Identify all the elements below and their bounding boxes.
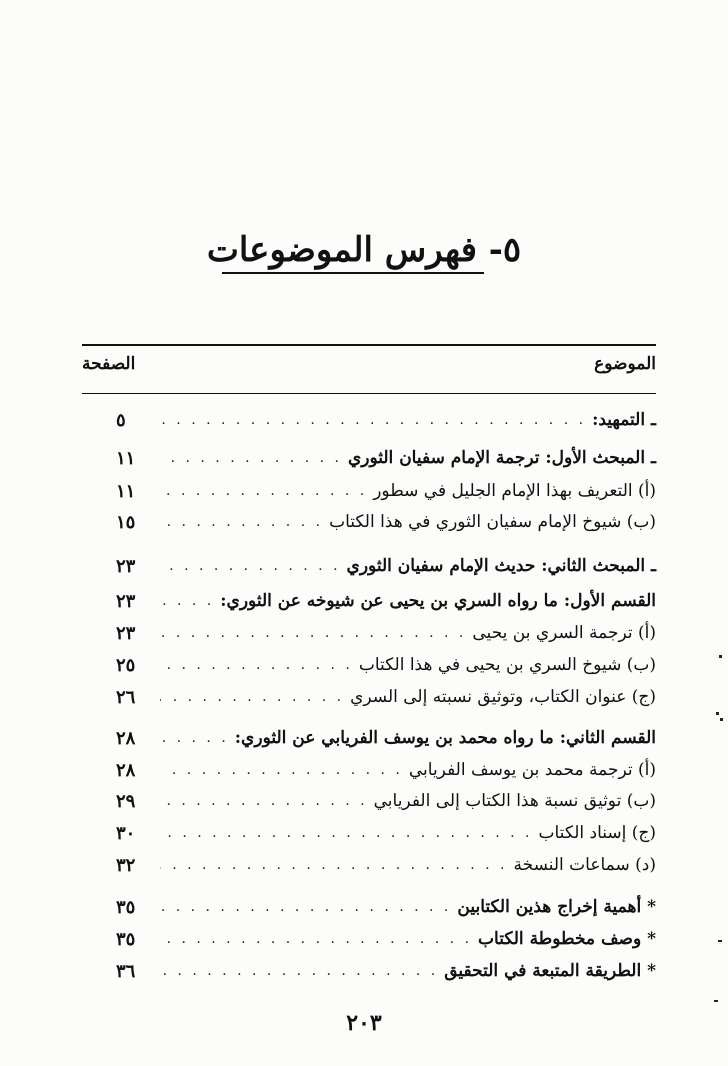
entry-page: ١١ bbox=[116, 447, 136, 469]
title-underline bbox=[222, 272, 484, 274]
leader-dots bbox=[160, 450, 342, 466]
entry-page: ٢٩ bbox=[116, 790, 136, 812]
toc-entry bbox=[116, 508, 656, 536]
entry-page: ١٥ bbox=[116, 511, 136, 533]
leader-dots bbox=[160, 825, 533, 841]
entry-page: ٣٥ bbox=[116, 928, 136, 950]
entry-text: (ب) شيوخ الإمام سفيان الثوري في هذا الكتاب bbox=[329, 512, 656, 532]
table-header-rule bbox=[82, 393, 656, 394]
column-header-page: الصفحة bbox=[82, 354, 136, 374]
entry-text: ـ التمهيد: bbox=[592, 410, 656, 430]
leader-dots bbox=[160, 793, 368, 809]
leader-dots bbox=[160, 931, 472, 947]
toc-entry bbox=[116, 819, 656, 847]
leader-dots bbox=[160, 730, 229, 746]
entry-page: ١١ bbox=[116, 480, 136, 502]
leader-dots bbox=[160, 558, 341, 574]
page-number: ٢٠٣ bbox=[346, 1010, 382, 1036]
entry-text: ـ المبحث الثاني: حديث الإمام سفيان الثوري bbox=[346, 556, 656, 576]
toc-entry bbox=[116, 444, 656, 472]
leader-dots bbox=[160, 857, 507, 873]
entry-text: (د) سماعات النسخة bbox=[513, 855, 656, 875]
entry-page: ٢٣ bbox=[116, 590, 136, 612]
entry-text: (ب) توثيق نسبة هذا الكتاب إلى الفريابي bbox=[373, 791, 656, 811]
toc-entry bbox=[116, 683, 656, 711]
entry-text: ـ المبحث الأول: ترجمة الإمام سفيان الثوري bbox=[347, 448, 656, 468]
leader-dots bbox=[160, 762, 403, 778]
toc-entry bbox=[116, 406, 656, 434]
toc-entry bbox=[116, 957, 656, 985]
toc-entry bbox=[116, 787, 656, 815]
leader-dots bbox=[160, 514, 323, 530]
entry-page: ٢٣ bbox=[116, 555, 136, 577]
leader-dots bbox=[160, 899, 451, 915]
leader-dots bbox=[160, 689, 344, 705]
leader-dots bbox=[160, 625, 466, 641]
entry-page: ٢٥ bbox=[116, 654, 136, 676]
toc-entry bbox=[116, 756, 656, 784]
toc-entry bbox=[116, 851, 656, 879]
scan-mark bbox=[718, 940, 722, 942]
toc-entry bbox=[116, 925, 656, 953]
scan-mark bbox=[716, 712, 719, 715]
toc-entry bbox=[116, 893, 656, 921]
entry-page: ٢٦ bbox=[116, 686, 136, 708]
entry-text: (ج) إسناد الكتاب bbox=[538, 823, 656, 843]
entry-text: (أ) ترجمة محمد بن يوسف الفريابي bbox=[408, 760, 656, 780]
toc-entry bbox=[116, 477, 656, 505]
leader-dots bbox=[160, 593, 214, 609]
entry-text: القسم الأول: ما رواه السري بن يحيى عن شيوخه عن الثوري: bbox=[220, 591, 656, 611]
entry-page: ٣٠ bbox=[116, 822, 136, 844]
entry-text: (ب) شيوخ السري بن يحيى في هذا الكتاب bbox=[358, 655, 656, 675]
entry-page: ٣٦ bbox=[116, 960, 136, 982]
table-top-rule bbox=[82, 344, 656, 346]
toc-entry bbox=[116, 651, 656, 679]
entry-page: ٢٨ bbox=[116, 727, 136, 749]
entry-page: ٥ bbox=[116, 409, 126, 431]
leader-dots bbox=[160, 657, 353, 673]
entry-text: * وصف مخطوطة الكتاب bbox=[478, 929, 656, 949]
entry-text: (أ) ترجمة السري بن يحيى bbox=[472, 623, 656, 643]
entry-text: (أ) التعريف بهذا الإمام الجليل في سطور bbox=[373, 481, 656, 501]
entry-text: (ج) عنوان الكتاب، وتوثيق نسبته إلى السري bbox=[350, 687, 656, 707]
entry-page: ٢٨ bbox=[116, 759, 136, 781]
entry-page: ٢٣ bbox=[116, 622, 136, 644]
scan-mark bbox=[720, 718, 723, 721]
entry-text: القسم الثاني: ما رواه محمد بن يوسف الفريابي عن الثوري: bbox=[234, 728, 656, 748]
leader-dots bbox=[160, 963, 438, 979]
leader-dots bbox=[160, 412, 586, 428]
scan-mark bbox=[719, 655, 722, 658]
page-title: ٥- فهرس الموضوعات bbox=[206, 230, 522, 270]
toc-entry bbox=[116, 724, 656, 752]
column-header-topic: الموضوع bbox=[594, 354, 656, 374]
toc-entry bbox=[116, 552, 656, 580]
entry-text: * أهمية إخراج هذين الكتابين bbox=[457, 897, 656, 917]
toc-entry bbox=[116, 619, 656, 647]
leader-dots bbox=[160, 483, 367, 499]
scan-mark bbox=[714, 1000, 718, 1002]
entry-page: ٣٢ bbox=[116, 854, 136, 876]
entry-page: ٣٥ bbox=[116, 896, 136, 918]
toc-entry bbox=[116, 587, 656, 615]
entry-text: * الطريقة المتبعة في التحقيق bbox=[444, 961, 656, 981]
